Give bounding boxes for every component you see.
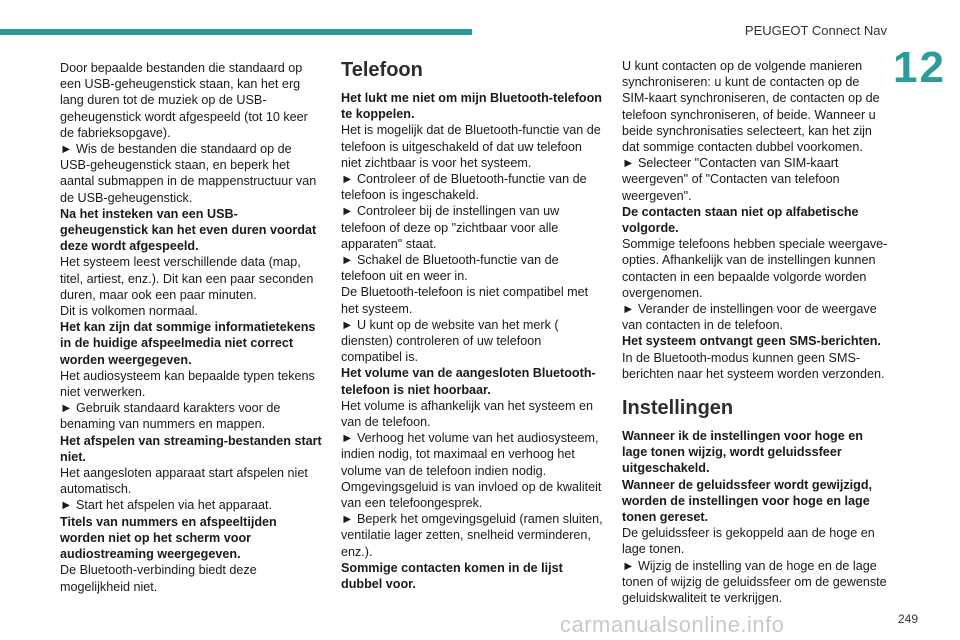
question-text: Titels van nummers en afspeeltijden worden niet op het scherm voor audiostreaming weergegeven. bbox=[60, 514, 277, 562]
body-text: ► Verander de instellingen voor de weergave van contacten in de telefoon. bbox=[622, 302, 877, 333]
body-text: Het volume is afhankelijk van het systeem en van de telefoon. bbox=[341, 398, 593, 430]
column-1 bbox=[60, 60, 324, 595]
running-header: PEUGEOT Connect Nav bbox=[744, 23, 887, 38]
body-text: In de Bluetooth-modus kunnen geen SMS-berichten naar het systeem worden verzonden. bbox=[622, 350, 885, 381]
question-text: Het lukt me niet om mijn Bluetooth-telefoon te koppelen. bbox=[341, 91, 602, 122]
question-text: Na het insteken van een USB-geheugenstick kan het even duren voordat deze wordt afgespeeld. bbox=[60, 206, 317, 254]
watermark: carmanualsonline.info bbox=[560, 612, 785, 637]
body-text: De Bluetooth-verbinding biedt deze mogelijkheid niet. bbox=[60, 563, 257, 594]
body-text: ► Gebruik standaard karakters voor de benaming van nummers en mappen. bbox=[60, 401, 281, 432]
question-text: Het afspelen van streaming-bestanden start niet. bbox=[60, 433, 322, 464]
header-accent-bar bbox=[0, 29, 472, 35]
body-text: ► Wijzig de instelling van de hoge en de lage tonen of wijzig de geluidssfeer om de gewenste geluidskwaliteit te verkrijgen. bbox=[622, 558, 887, 606]
section-heading-telefoon: Telefoon bbox=[341, 59, 423, 81]
column-2 bbox=[341, 58, 603, 592]
body-text: ► Wis de bestanden die standaard op de USB-geheugenstick staan, en beperk het aantal submappen in de mappenstructuur van de USB-geheugenstick. bbox=[60, 142, 317, 205]
body-text: ► Start het afspelen via het apparaat. bbox=[60, 498, 272, 513]
column-3 bbox=[622, 58, 888, 606]
question-text: Sommige contacten komen in de lijst dubbel voor. bbox=[341, 560, 563, 592]
section-heading-instellingen: Instellingen bbox=[622, 397, 734, 420]
question-text: Het kan zijn dat sommige informatietekens in de huidige afspeelmedia niet correct worden weergegeven. bbox=[60, 320, 316, 367]
body-text: De Bluetooth-telefoon is niet compatibel met het systeem. bbox=[341, 285, 589, 316]
body-text: Het aangesloten apparaat start afspelen niet automatisch. bbox=[60, 466, 308, 497]
body-text: Het audiosysteem kan bepaalde typen tekens niet verwerken. bbox=[60, 368, 315, 400]
body-text: Sommige telefoons hebben speciale weergave-opties. Afhankelijk van de instellingen kunnen contacten in een bepaalde volgorde worden overgenomen. bbox=[622, 237, 888, 300]
body-text: Dit is volkomen normaal. bbox=[60, 304, 198, 319]
question-text: De contacten staan niet op alfabetische volgorde. bbox=[622, 204, 859, 236]
body-text: Het systeem leest verschillende data (map, titel, artiest, enz.). Dit kan een paar seconden duren, maar ook een paar minuten. bbox=[60, 255, 314, 302]
page-number: 249 bbox=[897, 612, 918, 626]
body-text: ► Selecteer "Contacten van SIM-kaart weergeven" of "Contacten van telefoon weergeven". bbox=[622, 156, 840, 203]
body-text: ► Verhoog het volume van het audiosysteem, indien nodig, tot maximaal en verhoog het volume van de telefoon indien nodig. bbox=[341, 431, 599, 478]
body-text: ► U kunt op de website van het merk ( diensten) controleren of uw telefoon compatibel is. bbox=[341, 317, 559, 365]
question-text: Wanneer de geluidssfeer wordt gewijzigd, worden de instellingen voor hoge en lage tonen gereset. bbox=[622, 477, 873, 525]
body-text: Door bepaalde bestanden die standaard op een USB-geheugenstick staan, kan het erg lang duren tot de muziek op de USB-geheugenstick wordt afgespeeld (tot 10 keer de fabrieksopgave). bbox=[60, 61, 308, 140]
body-text: ► Controleer of de Bluetooth-functie van de telefoon is ingeschakeld. bbox=[341, 172, 587, 203]
body-text: ► Controleer bij de instellingen van uw telefoon of deze op "zichtbaar voor alle apparaten" staat. bbox=[341, 204, 560, 251]
body-text: Omgevingsgeluid is van invloed op de kwaliteit van een telefoongesprek. bbox=[341, 479, 602, 511]
question-text: Wanneer ik de instellingen voor hoge en lage tonen wijzig, wordt geluidssfeer uitgeschakeld. bbox=[622, 429, 863, 476]
body-text: ► Schakel de Bluetooth-functie van de telefoon uit en weer in. bbox=[341, 253, 559, 284]
question-text: Het volume van de aangesloten Bluetooth-telefoon is niet hoorbaar. bbox=[341, 366, 596, 397]
body-text: De geluidssfeer is gekoppeld aan de hoge en lage tonen. bbox=[622, 526, 875, 557]
body-text: U kunt contacten op de volgende manieren synchroniseren: u kunt de contacten op de SIM-kaart synchroniseren, de contacten op de telefoon synchroniseren, of beide. Wanneer u beide synchronisaties selecteert, kan het zijn dat sommige contacten dubbel voorkomen. bbox=[622, 59, 880, 155]
question-text: Het systeem ontvangt geen SMS-berichten. bbox=[622, 334, 881, 349]
body-text: ► Beperk het omgevingsgeluid (ramen sluiten, ventilatie lager zetten, snelheid verminderen, enz.). bbox=[341, 512, 603, 559]
body-text: Het is mogelijk dat de Bluetooth-functie van de telefoon is uitgeschakeld of dat uw telefoon niet zichtbaar is voor het systeem. bbox=[341, 123, 601, 170]
chapter-number: 12 bbox=[893, 43, 946, 92]
